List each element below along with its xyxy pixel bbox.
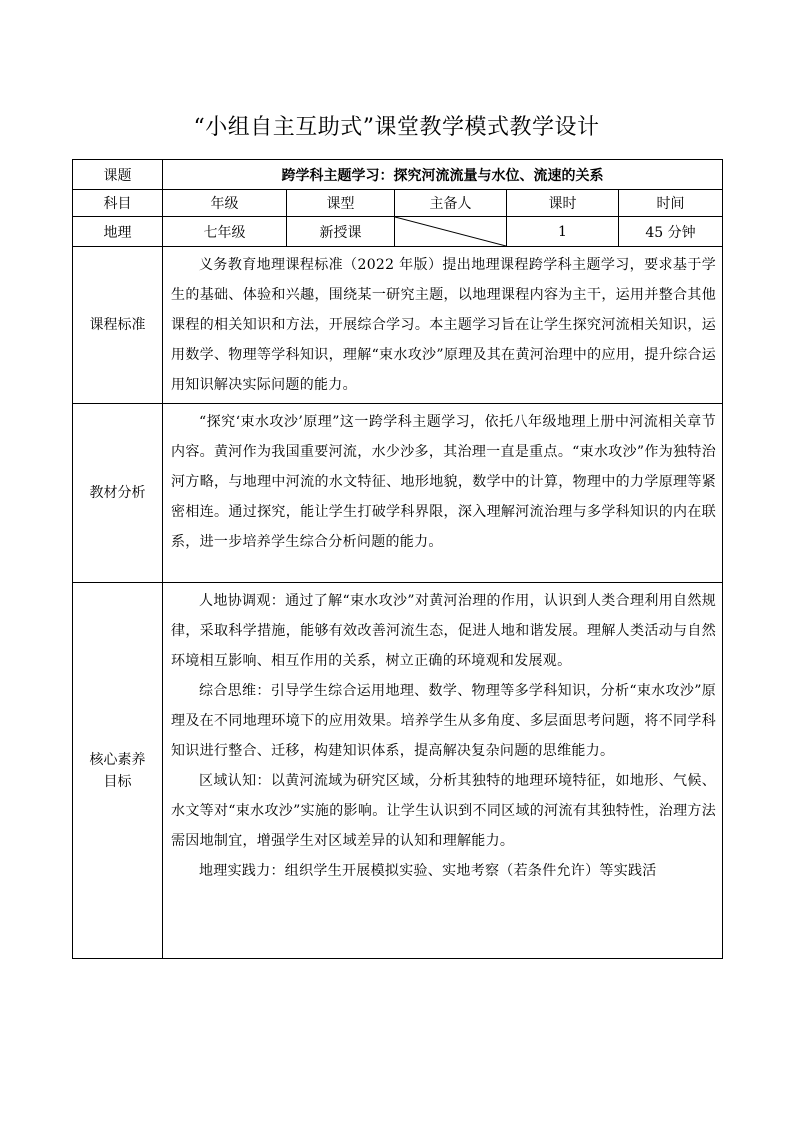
- material-label: 教材分析: [73, 404, 163, 583]
- standard-label: 课程标准: [73, 247, 163, 404]
- header-grade: 年级: [163, 190, 287, 217]
- standard-content: [163, 247, 723, 404]
- material-row: [73, 404, 723, 583]
- value-row: [73, 217, 723, 247]
- value-lesson-type: 新授课: [287, 217, 395, 247]
- header-subject: 科目: [73, 190, 163, 217]
- header-row: [73, 190, 723, 217]
- goal-paragraph-practice: 地理实践力：组织学生开展模拟实验、实地考察（若条件允许）等实践活: [199, 863, 657, 879]
- goals-content: [163, 583, 723, 959]
- material-paragraph: “探究‘束水攻沙’原理”这一跨学科主题学习，依托八年级地理上册中河流相关章节内容。黄河作为我国重要河流，水少沙多，其治理一直是重点。“束水攻沙”作为独特治河方略，与地理中河流的水文特征、地形地貌，数学中的计算，物理中的力学原理等紧密相连。通过探究，能让学生打破学科界限，深入理解河流治理与多学科知识的内在联系，进一步培养学生综合分析问题的能力。: [171, 414, 717, 550]
- document-title: “小组自主互助式”课堂教学模式教学设计: [193, 115, 600, 140]
- goals-row: [73, 583, 723, 959]
- value-periods: 1: [507, 217, 619, 247]
- goal-paragraph-integrated-thinking: 综合思维：引导学生综合运用地理、数学、物理等多学科知识，分析“束水攻沙”原理及在不同地理环境下的应用效果。培养学生从多角度、多层面思考问题，将不同学科知识进行整合、迁移，构建知识体系，提高解决复杂问题的思维能力。: [171, 683, 717, 759]
- value-grade: 七年级: [163, 217, 287, 247]
- lesson-plan-table: [72, 159, 723, 959]
- value-time: 45 分钟: [619, 217, 723, 247]
- standard-row: [73, 247, 723, 404]
- goal-paragraph-human-earth: 人地协调观：通过了解“束水攻沙”对黄河治理的作用，认识到人类合理利用自然规律，采取科学措施，能够有效改善河流生态，促进人地和谐发展。理解人类活动与自然环境相互影响、相互作用的关系，树立正确的环境观和发展观。: [171, 593, 717, 669]
- standard-paragraph: 义务教育地理课程标准（2022 年版）提出地理课程跨学科主题学习，要求基于学生的基础、体验和兴趣，围绕某一研究主题，以地理课程内容为主干，运用并整合其他课程的相关知识和方法，开展综合学习。本主题学习旨在让学生探究河流相关知识，运用数学、物理等学科知识，理解“束水攻沙”原理及其在黄河治理中的应用，提升综合运用知识解决实际问题的能力。: [171, 257, 717, 393]
- header-lesson-type: 课型: [287, 190, 395, 217]
- diagonal-slash: [395, 217, 506, 246]
- topic-value: 跨学科主题学习：探究河流流量与水位、流速的关系: [163, 160, 723, 190]
- goals-label-line1: 核心素养: [89, 751, 146, 768]
- value-subject: 地理: [73, 217, 163, 247]
- goals-label: [73, 583, 163, 959]
- header-periods: 课时: [507, 190, 619, 217]
- material-content: [163, 404, 723, 583]
- topic-row: [73, 160, 723, 190]
- value-preparer-empty: [395, 217, 507, 247]
- topic-label: 课题: [73, 160, 163, 190]
- goals-label-line2: 目标: [103, 773, 132, 790]
- header-preparer: 主备人: [395, 190, 507, 217]
- header-time: 时间: [619, 190, 723, 217]
- goal-paragraph-regional-cognition: 区域认知：以黄河流域为研究区域，分析其独特的地理环境特征，如地形、气候、水文等对“束水攻沙”实施的影响。让学生认识到不同区域的河流有其独特性，治理方法需因地制宜，增强学生对区域差异的认知和理解能力。: [171, 773, 717, 849]
